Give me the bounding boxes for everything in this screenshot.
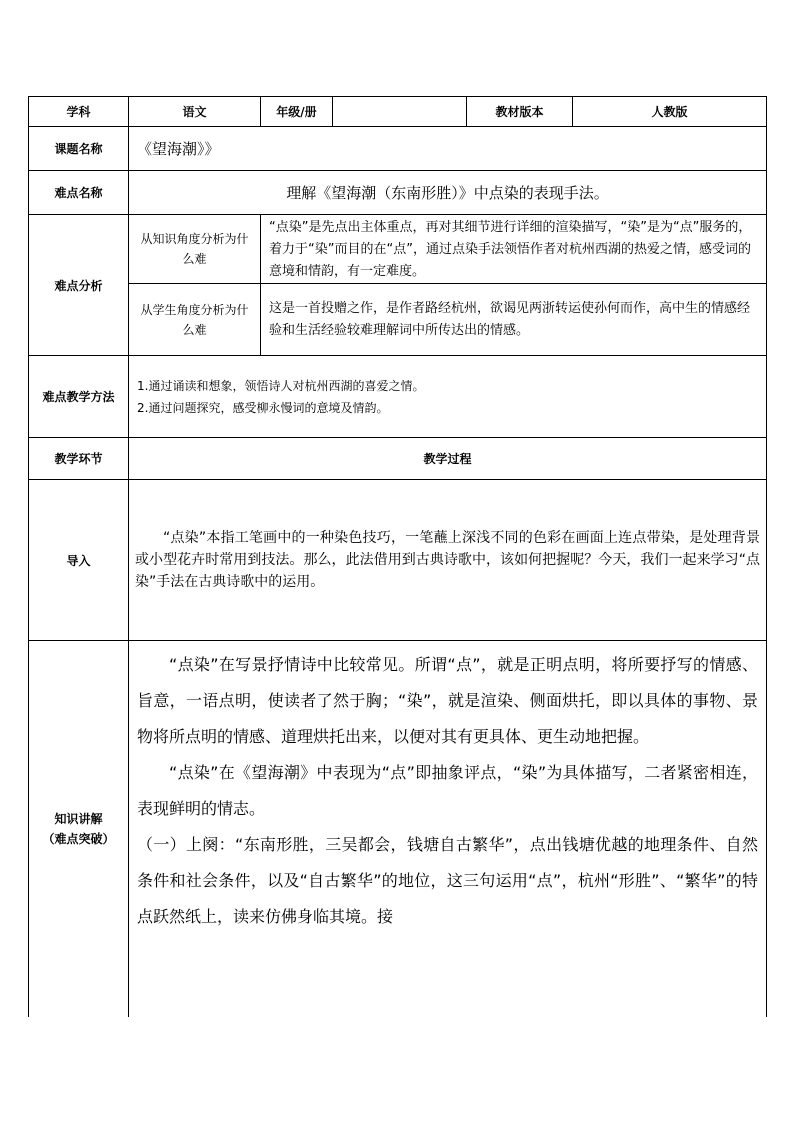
difficulty-name-row xyxy=(29,171,767,215)
knowledge-label-line1: 知识讲解 xyxy=(54,811,103,826)
difficulty-name-value: 理解《望海潮（东南形胜）》中点染的表现手法。 xyxy=(129,171,767,215)
difficulty-student-row xyxy=(29,284,767,356)
knowledge-paragraph: “点染”在《望海潮》中表现为“点”即抽象评点，“染”为具体描写，二者紧密相连，表现鲜明的情志。 xyxy=(137,763,758,818)
process-header-row xyxy=(29,438,767,480)
difficulty-analysis-label: 难点分析 xyxy=(29,215,129,356)
teaching-method-label: 难点教学方法 xyxy=(29,356,129,438)
knowledge-row xyxy=(29,641,767,1017)
knowledge-section-content xyxy=(129,641,767,1017)
lesson-name-value: 《望海潮》》 xyxy=(129,127,767,171)
lesson-plan-sheet xyxy=(28,96,766,1017)
teaching-process-label: 教学过程 xyxy=(129,438,767,480)
lesson-name-row xyxy=(29,127,767,171)
difficulty-knowledge-row xyxy=(29,215,767,284)
subject-label: 学科 xyxy=(29,97,129,127)
knowledge-section-label xyxy=(29,641,129,1017)
grade-value xyxy=(333,97,467,127)
edition-label: 教材版本 xyxy=(467,97,573,127)
lesson-name-label: 课题名称 xyxy=(29,127,129,171)
teaching-method-item: 1.通过诵读和想象，领悟诗人对杭州西湖的喜爱之情。 xyxy=(137,378,425,393)
teaching-stage-label: 教学环节 xyxy=(29,438,129,480)
intro-label: 导入 xyxy=(29,480,129,641)
edition-value: 人教版 xyxy=(573,97,767,127)
intro-text: “点染”本指工笔画中的一种染色技巧，一笔蘸上深浅不同的色彩在画面上连点带染，是处理背景或小型花卉时常用到技法。那么，此法借用到古典诗歌中，该如何把握呢？今天，我们一起来学习“点染”手法在古典诗歌中的运用。 xyxy=(129,480,767,641)
knowledge-angle-label: 从知识角度分析为什么难 xyxy=(129,215,261,284)
difficulty-name-label: 难点名称 xyxy=(29,171,129,215)
student-angle-text: 这是一首投赠之作，是作者路经杭州，欲谒见两浙转运使孙何而作，高中生的情感经验和生活经验较难理解词中所传达出的情感。 xyxy=(261,284,767,356)
lesson-plan-table xyxy=(28,96,767,1017)
student-angle-label: 从学生角度分析为什么难 xyxy=(129,284,261,356)
knowledge-paragraph: （一）上阕：“东南形胜，三吴都会，钱塘自古繁华”，点出钱塘优越的地理条件、自然条件和社会条件，以及“自古繁华”的地位，这三句运用“点”，杭州“形胜”、“繁华”的特点跃然纸上，读来仿佛身临其境。接 xyxy=(137,835,758,926)
knowledge-angle-text: “点染”是先点出主体重点，再对其细节进行详细的渲染描写，“染”是为“点”服务的，着力于“染”而目的在“点”，通过点染手法领悟作者对杭州西湖的热爱之情，感受词的意境和情韵，有一定难度。 xyxy=(261,215,767,284)
knowledge-label-line2: （难点突破） xyxy=(42,831,115,846)
teaching-method-list xyxy=(129,356,767,438)
grade-label: 年级/册 xyxy=(261,97,333,127)
knowledge-paragraph: “点染”在写景抒情诗中比较常见。所谓“点”，就是正明点明，将所要抒写的情感、旨意，一语点明，使读者了然于胸；“染”，就是渲染、侧面烘托，即以具体的事物、景物将所点明的情感、道理烘托出来，以便对其有更具体、更生动地把握。 xyxy=(137,655,758,746)
intro-row xyxy=(29,480,767,641)
subject-value: 语文 xyxy=(129,97,261,127)
header-row xyxy=(29,97,767,127)
teaching-method-row xyxy=(29,356,767,438)
teaching-method-item: 2.通过问题探究，感受柳永慢词的意境及情韵。 xyxy=(137,400,389,415)
